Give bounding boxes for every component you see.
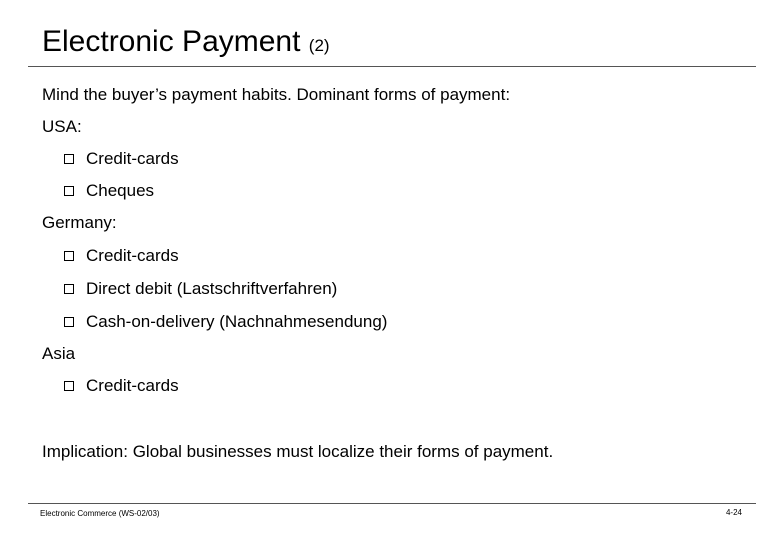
implication-text: Implication: Global businesses must localize their forms of payment. xyxy=(42,442,554,461)
checkbox-bullet-icon xyxy=(64,154,74,164)
list-item-label: Cash-on-delivery (Nachnahmesendung) xyxy=(86,312,388,331)
checkbox-bullet-icon xyxy=(64,186,74,196)
list-item-label: Credit-cards xyxy=(86,149,179,168)
slide-title-suffix: (2) xyxy=(308,36,330,55)
list-item xyxy=(64,278,337,300)
list-item-label: Credit-cards xyxy=(86,246,179,265)
list-item xyxy=(64,311,387,333)
list-item xyxy=(64,180,154,202)
footer-page-number: 4-24 xyxy=(725,508,742,517)
section-heading-usa: USA: xyxy=(42,117,82,136)
checkbox-bullet-icon xyxy=(64,251,74,261)
list-item xyxy=(64,148,179,170)
section-heading-germany: Germany: xyxy=(42,213,117,232)
list-item xyxy=(64,375,179,397)
list-item-label: Cheques xyxy=(86,181,155,200)
list-item-label: Direct debit (Lastschriftverfahren) xyxy=(86,279,338,298)
footer-course-label: Electronic Commerce (WS-02/03) xyxy=(40,509,160,518)
footer-divider xyxy=(28,503,756,504)
intro-text: Mind the buyer’s payment habits. Dominant forms of payment: xyxy=(42,85,511,104)
title-divider xyxy=(28,66,756,67)
checkbox-bullet-icon xyxy=(64,317,74,327)
list-item-label: Credit-cards xyxy=(86,376,179,395)
list-item xyxy=(64,245,179,267)
checkbox-bullet-icon xyxy=(64,381,74,391)
slide-title xyxy=(42,24,330,64)
slide-title-text: Electronic Payment xyxy=(42,25,301,58)
section-heading-asia: Asia xyxy=(42,344,76,363)
checkbox-bullet-icon xyxy=(64,284,74,294)
